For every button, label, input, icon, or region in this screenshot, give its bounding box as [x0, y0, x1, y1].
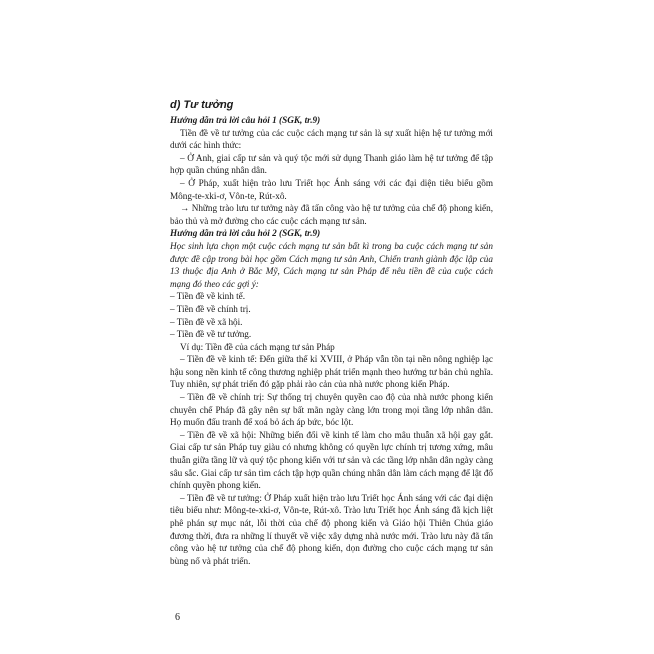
paragraph: – Tiền đề về tư tưởng: Ở Pháp xuất hiện trào lưu Triết học Ánh sáng với các đại diện tiêu biểu như: Mông-te-xki-ơ, Vôn-te, Rút-xô. Trào lưu Triết học Ánh sáng đã kịch liệt phê phán sự mục nát, lỗi thời của chế độ phong kiến và Giáo hội Thiên Chúa giáo đương thời, đưa ra những lí thuyết về việc xây dựng nhà nước mới. Trào lưu này đã tấn công vào hệ tư tưởng của chế độ phong kiến, dọn đường cho cuộc cách mạng tư sản bùng nổ và phát triển.	[170, 492, 493, 566]
page-content	[170, 98, 493, 567]
paragraph: Tiền đề về tư tưởng của các cuộc cách mạng tư sản là sự xuất hiện hệ tư tưởng mới dưới các hình thức:	[170, 127, 493, 151]
section-title: d) Tư tưởng	[170, 99, 234, 111]
paragraph: – Ở Pháp, xuất hiện trào lưu Triết học Ánh sáng với các đại diện tiêu biểu gồm Mông-te-xki-ơ, Vôn-te, Rút-xô.	[170, 177, 493, 201]
guide-heading-2: Hướng dẫn trả lời câu hỏi 2 (SGK, tr.9)	[170, 228, 321, 239]
hint-item: – Tiền đề về tư tưởng.	[170, 329, 252, 340]
paragraph: – Tiền đề về chính trị: Sự thống trị chuyên quyền cao độ của nhà nước phong kiến chuyên chế Pháp đã gây nên sự bất mãn ngày càng lớn trong mọi tầng lớp nhân dân. Họ muốn đấu tranh để xoá bỏ ách áp bức, bóc lột.	[170, 392, 493, 428]
paragraph: → Những trào lưu tư tưởng này đã tấn công vào hệ tư tưởng của chế độ phong kiến, bảo thủ và mở đường cho các cuộc cách mạng tư sản.	[170, 203, 493, 226]
page-number: 6	[175, 612, 180, 623]
hint-item: – Tiền đề về chính trị.	[170, 303, 251, 314]
paragraph: – Tiền đề về xã hội: Những biến đổi về kinh tế làm cho mâu thuẫn xã hội gay gắt. Giai cấp tư sản Pháp tuy giàu có nhưng không có quyền lực chính trị tương xứng, mâu thuẫn giữa tầng lữ và quý tộc phong kiến với tư sản và các tầng lớp nhân dân ngày càng sâu sắc. Giai cấp tư sản tìm cách tập hợp quần chúng nhân dân làm cách mạng để lật đổ chính quyền phong kiến.	[170, 429, 493, 491]
hint-item: – Tiền đề về kinh tế.	[170, 291, 246, 302]
hint-item: – Tiền đề về xã hội.	[170, 316, 243, 327]
paragraph: – Tiền đề về kinh tế: Đến giữa thế kỉ XVIII, ở Pháp vẫn tồn tại nền nông nghiệp lạc hậu song nền kinh tế công thương nghiệp phát triển mạnh theo hướng tư bản chủ nghĩa. Tuy nhiên, sự phát triển đó gặp phải rào cản của nhà nước phong kiến Pháp.	[170, 354, 493, 390]
guide-heading-1: Hướng dẫn trả lời câu hỏi 1 (SGK, tr.9)	[170, 115, 321, 125]
example-intro: Ví dụ: Tiền đề của cách mạng tư sản Pháp	[180, 341, 335, 352]
paragraph: – Ở Anh, giai cấp tư sản và quý tộc mới sử dụng Thanh giáo làm hệ tư tưởng để tập hợp quần chúng nhân dân.	[170, 152, 493, 176]
guide-prompt: Học sinh lựa chọn một cuộc cách mạng tư sản bất kì trong ba cuộc cách mạng tư sản được đề cập trong bài học gồm Cách mạng tư sản Anh, Chiến tranh giành độc lập của 13 thuộc địa Anh ở Bắc Mỹ, Cách mạng tư sản Pháp để nêu tiền đề của cuộc cách mạng đó theo các gợi ý:	[170, 240, 493, 289]
